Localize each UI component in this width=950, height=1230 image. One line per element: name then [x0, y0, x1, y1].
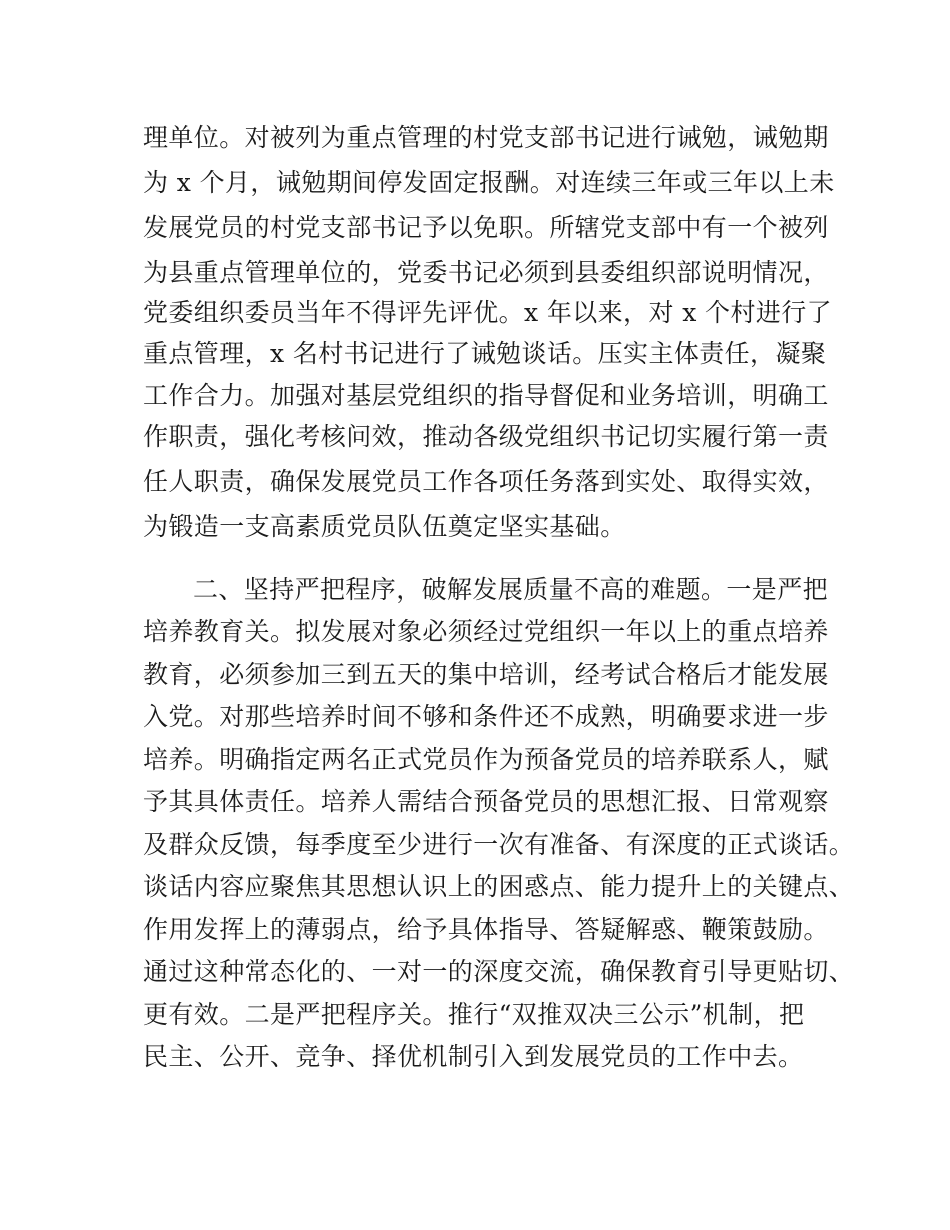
text-line: 谈话内容应聚焦其思想认识上的困惑点、能力提升上的关键点、	[143, 872, 855, 901]
text-line: 教育，必须参加三到五天的集中培训，经考试合格后才能发展	[143, 660, 829, 689]
text-line: 培养。明确指定两名正式党员作为预备党员的培养联系人，赋	[143, 745, 829, 774]
text-line: 工作合力。加强对基层党组织的指导督促和业务培训，明确工	[143, 381, 829, 410]
text-line: 入党。对那些培养时间不够和条件还不成熟，明确要求进一步	[143, 702, 829, 731]
text-line: 为县重点管理单位的，党委书记必须到县委组织部说明情况，	[143, 258, 829, 287]
text-line: 培养教育关。拟发展对象必须经过党组织一年以上的重点培养	[143, 617, 829, 646]
text-line: 通过这种常态化的、一对一的深度交流，确保教育引导更贴切、	[143, 957, 855, 986]
text-line: 为 x 个月，诫勉期间停发固定报酬。对连续三年或三年以上未	[143, 168, 835, 197]
text-line: 予其具体责任。培养人需结合预备党员的思想汇报、日常观察	[143, 787, 829, 816]
text-line: 重点管理，x 名村书记进行了诫勉谈话。压实主体责任，凝聚	[143, 339, 827, 368]
paragraph-start-line: 二、坚持严把程序，破解发展质量不高的难题。一是严把	[193, 575, 829, 604]
text-line: 更有效。二是严把程序关。推行“双推双决三公示”机制，把	[143, 1000, 805, 1029]
text-line: 任人职责，确保发展党员工作各项任务落到实处、取得实效，	[143, 467, 829, 496]
text-line: 党委组织委员当年不得评先评优。x 年以来，对 x 个村进行了	[143, 298, 833, 327]
text-line: 民主、公开、竞争、择优机制引入到发展党员的工作中去。	[143, 1042, 804, 1071]
text-line: 理单位。对被列为重点管理的村党支部书记进行诫勉，诫勉期	[143, 123, 829, 152]
text-line: 及群众反馈，每季度至少进行一次有准备、有深度的正式谈话。	[143, 830, 855, 859]
text-line: 作用发挥上的薄弱点，给予具体指导、答疑解惑、鞭策鼓励。	[143, 915, 829, 944]
text-line: 作职责，强化考核问效，推动各级党组织书记切实履行第一责	[143, 422, 829, 451]
text-line: 为锻造一支高素质党员队伍奠定坚实基础。	[143, 512, 626, 541]
text-line: 发展党员的村党支部书记予以免职。所辖党支部中有一个被列	[143, 213, 829, 242]
